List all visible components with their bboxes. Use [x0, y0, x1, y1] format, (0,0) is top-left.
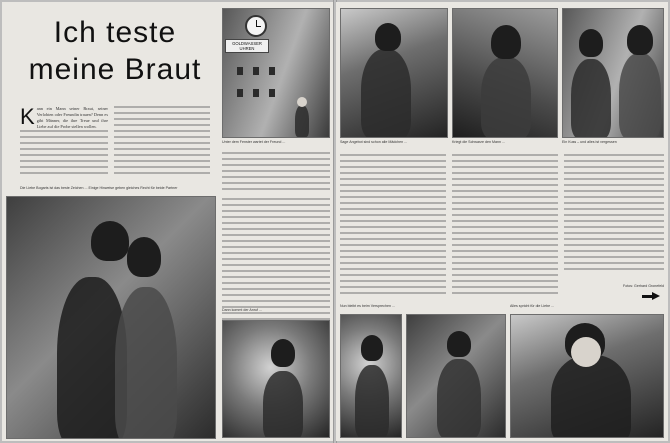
- text-lines: [114, 106, 210, 174]
- clock-icon: [245, 15, 267, 37]
- intro-column-1: [20, 106, 108, 182]
- text-column-right-1: [340, 154, 446, 300]
- intro-column-2: [114, 106, 210, 182]
- caption-bottom-2: Alles spricht für die Liebe ...: [510, 304, 555, 308]
- headline-line-2: meine Braut: [28, 53, 202, 86]
- text-lines: [340, 154, 446, 294]
- photo-bottom-couple: [340, 314, 402, 438]
- caption-top-left: Die Liebe Bogarts ist das beste Zeichen ... Einige Hinweise geben gleiches Recht für beide Partner: [20, 186, 178, 190]
- caption-bottom-1: Dann kommt der Anruf ...: [222, 308, 262, 312]
- photo-street-building: [222, 8, 330, 138]
- photo-woman-eating: [452, 8, 558, 138]
- caption-right-top-1: Sage Angebot sind schon alle Mädchen ...: [340, 140, 408, 144]
- text-column-right-3: [564, 154, 664, 280]
- text-lines: [20, 130, 108, 174]
- left-page: [2, 2, 334, 441]
- photo-woman-phone: [222, 320, 330, 438]
- text-column-left-page: [222, 152, 330, 194]
- headline: [20, 14, 210, 88]
- text-lines: [564, 154, 664, 270]
- photo-two-women: [562, 8, 664, 138]
- continue-arrow-icon: [652, 292, 660, 300]
- headline-line-1: Ich teste: [53, 16, 177, 49]
- text-column-right-2: [452, 154, 558, 300]
- photo-credit: Fotos: Gerhard Gronefeld: [623, 284, 664, 288]
- text-lines: [222, 152, 330, 190]
- dropcap: K: [20, 106, 35, 129]
- shop-sign: GOLDWASSER UHREN: [225, 39, 269, 53]
- caption-middle: Nun bleibt es beim Versprechen ...: [340, 304, 395, 308]
- caption-right-top-3: Ein Kuss – und alles ist vergessen: [562, 140, 617, 144]
- right-page: [336, 2, 668, 441]
- caption-right-top-2: Kriegt die Schwarze den Mann ...: [452, 140, 505, 144]
- photo-bottom-man-kneeling: [406, 314, 506, 438]
- intro-text: ann ein Mann seiner Braut, seiner Verlobten oder Freundin trauen? Denn es gibt Männer, die ihre Treue und ihre Liebe auf die Probe stellen wollen.: [36, 106, 108, 129]
- photo-couple-stairs: [6, 196, 216, 439]
- photo-bottom-man-close: [510, 314, 664, 438]
- photo-man-couch: [340, 8, 448, 138]
- caption-street: Unter dem Fenster wartet der Freund ...: [222, 140, 286, 144]
- text-lines: [452, 154, 558, 294]
